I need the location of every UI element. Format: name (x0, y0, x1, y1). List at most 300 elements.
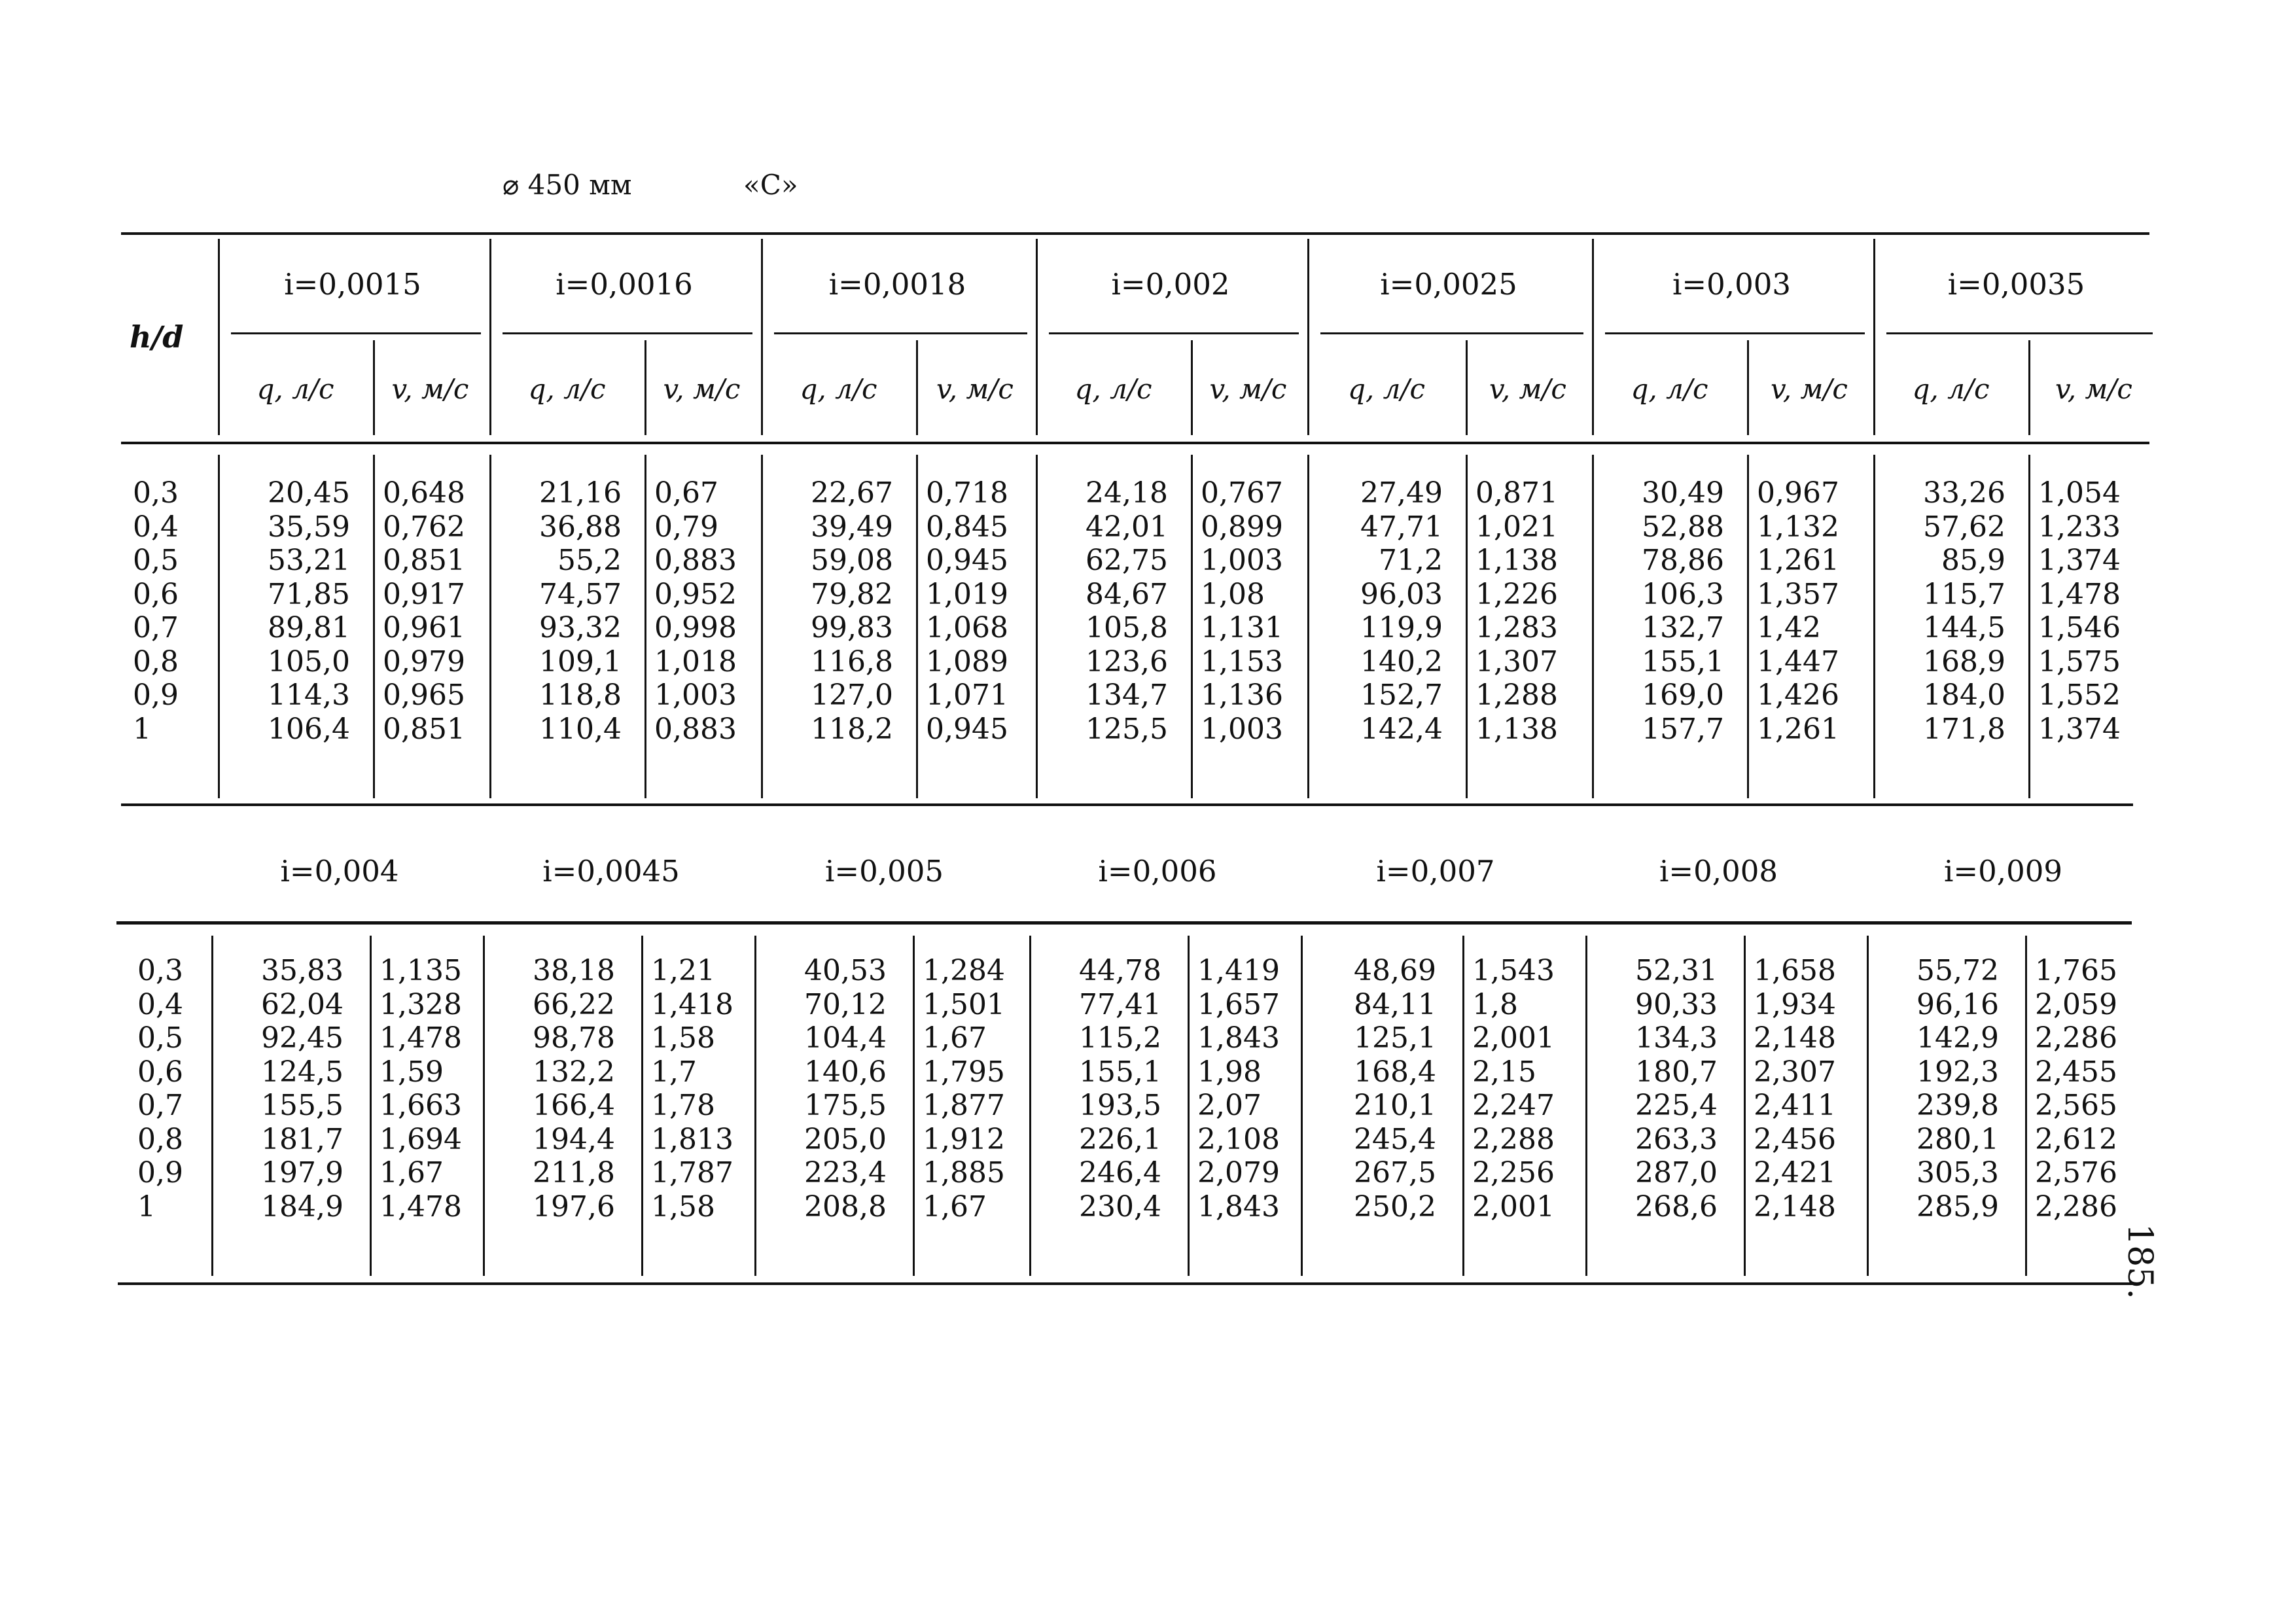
slope-header: i=0,009 (1944, 854, 2062, 889)
v-cell: 1,575 (2038, 644, 2121, 679)
hd-cell: 0,9 (133, 679, 179, 712)
q-subheader: q, л/с (800, 373, 877, 405)
q-cell: 40,53 (804, 954, 887, 987)
q-cell: 33,26 (1923, 476, 2005, 510)
v-cell: 1,8 (1472, 987, 1518, 1021)
q-cell: 132,7 (1642, 611, 1724, 644)
v-cell: 1,426 (1757, 679, 1839, 712)
hd-cell: 0,4 (133, 510, 179, 544)
v-cell: 1,885 (923, 1156, 1005, 1190)
q-cell: 109,1 (539, 644, 622, 679)
q-cell: 230,4 (1079, 1190, 1161, 1224)
q-cell: 48,69 (1354, 954, 1436, 987)
q-cell: 192,3 (1916, 1055, 1999, 1089)
q-cell: 84,67 (1086, 577, 1168, 611)
q-cell: 142,9 (1916, 1021, 1999, 1055)
v-cell: 1,003 (1201, 544, 1283, 577)
top-header-rule (121, 442, 2149, 444)
column-divider (1747, 340, 1749, 435)
q-cell: 268,6 (1635, 1190, 1718, 1224)
v-cell: 1,018 (654, 644, 737, 679)
hd-cell: 0,7 (133, 611, 179, 644)
column-divider (645, 455, 646, 798)
column-divider (761, 239, 763, 435)
v-cell: 2,565 (2035, 1089, 2117, 1122)
v-cell: 1,068 (926, 611, 1008, 644)
q-cell: 155,1 (1079, 1055, 1161, 1089)
q-cell: 52,31 (1635, 954, 1718, 987)
q-cell: 24,18 (1086, 476, 1168, 510)
column-divider (1744, 936, 1746, 1276)
v-cell: 2,286 (2035, 1021, 2117, 1055)
q-cell: 152,7 (1360, 679, 1443, 712)
q-cell: 96,16 (1916, 987, 1999, 1021)
hd-cell: 1 (137, 1190, 156, 1224)
q-cell: 119,9 (1360, 611, 1443, 644)
v-cell: 1,003 (1201, 712, 1283, 746)
v-cell: 1,261 (1757, 712, 1839, 746)
v-cell: 0,851 (383, 712, 465, 746)
column-divider (641, 936, 643, 1276)
q-cell: 71,2 (1379, 544, 1443, 577)
v-cell: 1,478 (380, 1190, 462, 1224)
v-cell: 0,845 (926, 510, 1008, 544)
v-cell: 1,694 (380, 1122, 462, 1156)
slope-header: i=0,0045 (542, 854, 680, 889)
q-cell: 155,5 (261, 1089, 344, 1122)
v-cell: 0,979 (383, 644, 465, 679)
q-cell: 105,8 (1086, 611, 1168, 644)
q-cell: 66,22 (533, 987, 615, 1021)
q-cell: 106,4 (268, 712, 350, 746)
q-cell: 21,16 (539, 476, 622, 510)
q-cell: 263,3 (1635, 1122, 1718, 1156)
v-cell: 1,288 (1475, 679, 1558, 712)
hd-cell: 0,5 (137, 1021, 183, 1055)
slope-header: i=0,0035 (1947, 267, 2085, 302)
hd-cell: 0,7 (137, 1089, 183, 1122)
q-cell: 168,9 (1923, 644, 2005, 679)
column-divider (1191, 455, 1193, 798)
q-cell: 208,8 (804, 1190, 887, 1224)
v-cell: 0,945 (926, 544, 1008, 577)
v-cell: 1,58 (651, 1190, 715, 1224)
q-cell: 140,2 (1360, 644, 1443, 679)
v-cell: 0,961 (383, 611, 465, 644)
q-cell: 118,2 (811, 712, 893, 746)
q-cell: 245,4 (1354, 1122, 1436, 1156)
column-divider (1466, 340, 1468, 435)
v-cell: 1,787 (651, 1156, 733, 1190)
v-cell: 1,233 (2038, 510, 2121, 544)
v-cell: 2,148 (1754, 1021, 1836, 1055)
v-cell: 1,131 (1201, 611, 1283, 644)
v-cell: 1,501 (923, 987, 1005, 1021)
q-cell: 35,83 (261, 954, 344, 987)
q-cell: 175,5 (804, 1089, 887, 1122)
q-subheader: q, л/с (528, 373, 606, 405)
column-divider (373, 340, 375, 435)
q-cell: 59,08 (811, 544, 893, 577)
column-divider (913, 936, 915, 1276)
v-cell: 0,79 (654, 510, 718, 544)
column-divider (211, 936, 213, 1276)
column-divider (483, 936, 485, 1276)
q-cell: 116,8 (811, 644, 893, 679)
v-cell: 1,795 (923, 1055, 1005, 1089)
q-cell: 223,4 (804, 1156, 887, 1190)
v-cell: 2,612 (2035, 1122, 2117, 1156)
column-divider (489, 455, 491, 798)
v-cell: 1,843 (1197, 1190, 1280, 1224)
v-cell: 1,42 (1757, 611, 1821, 644)
v-cell: 2,411 (1754, 1089, 1836, 1122)
v-cell: 2,148 (1754, 1190, 1836, 1224)
v-cell: 0,883 (654, 712, 737, 746)
q-cell: 106,3 (1642, 577, 1724, 611)
q-cell: 20,45 (268, 476, 350, 510)
v-cell: 2,288 (1472, 1122, 1555, 1156)
v-cell: 1,912 (923, 1122, 1005, 1156)
v-cell: 2,15 (1472, 1055, 1536, 1089)
q-cell: 134,7 (1086, 679, 1168, 712)
v-cell: 2,421 (1754, 1156, 1836, 1190)
v-cell: 1,374 (2038, 544, 2121, 577)
hd-header: h/d (130, 319, 184, 355)
v-cell: 1,136 (1201, 679, 1283, 712)
column-divider (1585, 936, 1587, 1276)
column-divider (761, 455, 763, 798)
v-cell: 1,019 (926, 577, 1008, 611)
v-cell: 1,543 (1472, 954, 1555, 987)
v-cell: 0,899 (1201, 510, 1283, 544)
v-cell: 1,261 (1757, 544, 1839, 577)
v-cell: 1,843 (1197, 1021, 1280, 1055)
v-cell: 1,418 (651, 987, 733, 1021)
q-cell: 74,57 (539, 577, 622, 611)
v-cell: 1,67 (923, 1190, 987, 1224)
slope-underline (503, 332, 752, 334)
q-cell: 84,11 (1354, 987, 1436, 1021)
q-cell: 140,6 (804, 1055, 887, 1089)
hd-cell: 0,3 (137, 954, 183, 987)
v-cell: 1,765 (2035, 954, 2117, 987)
slope-header: i=0,005 (825, 854, 944, 889)
series-label: «C» (743, 169, 798, 201)
q-cell: 124,5 (261, 1055, 344, 1089)
q-cell: 90,33 (1635, 987, 1718, 1021)
q-cell: 27,49 (1360, 476, 1443, 510)
column-divider (1867, 936, 1869, 1276)
column-divider (1188, 936, 1190, 1276)
v-cell: 1,089 (926, 644, 1008, 679)
v-cell: 1,226 (1475, 577, 1558, 611)
slope-header: i=0,007 (1376, 854, 1495, 889)
v-cell: 0,871 (1475, 476, 1558, 510)
q-cell: 38,18 (533, 954, 615, 987)
slope-underline (1320, 332, 1583, 334)
v-cell: 1,478 (2038, 577, 2121, 611)
q-cell: 114,3 (268, 679, 350, 712)
column-divider (1029, 936, 1031, 1276)
v-cell: 1,021 (1475, 510, 1558, 544)
v-cell: 1,58 (651, 1021, 715, 1055)
q-cell: 52,88 (1642, 510, 1724, 544)
v-cell: 1,21 (651, 954, 715, 987)
v-cell: 1,138 (1475, 712, 1558, 746)
q-cell: 57,62 (1923, 510, 2005, 544)
q-cell: 98,78 (533, 1021, 615, 1055)
q-cell: 79,82 (811, 577, 893, 611)
v-cell: 0,851 (383, 544, 465, 577)
v-cell: 1,003 (654, 679, 737, 712)
v-cell: 0,917 (383, 577, 465, 611)
q-cell: 42,01 (1086, 510, 1168, 544)
v-cell: 1,447 (1757, 644, 1839, 679)
q-cell: 55,2 (557, 544, 622, 577)
q-cell: 280,1 (1916, 1122, 1999, 1156)
v-cell: 2,576 (2035, 1156, 2117, 1190)
q-cell: 168,4 (1354, 1055, 1436, 1089)
q-cell: 62,75 (1086, 544, 1168, 577)
slope-header: i=0,006 (1098, 854, 1217, 889)
q-subheader: q, л/с (1074, 373, 1152, 405)
q-cell: 144,5 (1923, 611, 2005, 644)
v-cell: 2,455 (2035, 1055, 2117, 1089)
column-divider (218, 239, 220, 435)
q-cell: 125,1 (1354, 1021, 1436, 1055)
q-cell: 89,81 (268, 611, 350, 644)
q-cell: 22,67 (811, 476, 893, 510)
q-cell: 205,0 (804, 1122, 887, 1156)
v-cell: 1,328 (380, 987, 462, 1021)
q-cell: 115,2 (1079, 1021, 1161, 1055)
v-cell: 1,934 (1754, 987, 1836, 1021)
q-cell: 55,72 (1916, 954, 1999, 987)
v-cell: 1,98 (1197, 1055, 1262, 1089)
v-cell: 0,648 (383, 476, 465, 510)
v-cell: 2,456 (1754, 1122, 1836, 1156)
v-cell: 2,256 (1472, 1156, 1555, 1190)
slope-header: i=0,004 (280, 854, 399, 889)
hd-cell: 0,4 (137, 987, 183, 1021)
q-cell: 36,88 (539, 510, 622, 544)
column-divider (1873, 455, 1875, 798)
v-subheader: v, м/с (391, 373, 469, 405)
v-cell: 0,883 (654, 544, 737, 577)
v-subheader: v, м/с (1771, 373, 1848, 405)
v-cell: 2,059 (2035, 987, 2117, 1021)
column-divider (1462, 936, 1464, 1276)
q-subheader: q, л/с (256, 373, 334, 405)
v-cell: 1,67 (380, 1156, 444, 1190)
slope-header: i=0,0016 (556, 267, 693, 302)
q-cell: 305,3 (1916, 1156, 1999, 1190)
v-cell: 1,283 (1475, 611, 1558, 644)
v-cell: 0,952 (654, 577, 737, 611)
hd-cell: 0,8 (137, 1122, 183, 1156)
slope-header: i=0,008 (1659, 854, 1778, 889)
v-cell: 0,67 (654, 476, 718, 510)
q-cell: 250,2 (1354, 1190, 1436, 1224)
v-cell: 1,552 (2038, 679, 2121, 712)
column-divider (916, 455, 918, 798)
bottom-header-rule (116, 921, 2132, 925)
q-cell: 123,6 (1086, 644, 1168, 679)
q-cell: 193,5 (1079, 1089, 1161, 1122)
column-divider (1592, 455, 1594, 798)
v-cell: 1,374 (2038, 712, 2121, 746)
v-cell: 1,658 (1754, 954, 1836, 987)
v-cell: 0,767 (1201, 476, 1283, 510)
v-cell: 1,307 (1475, 644, 1558, 679)
q-cell: 77,41 (1079, 987, 1161, 1021)
slope-underline (1886, 332, 2153, 334)
q-cell: 70,12 (804, 987, 887, 1021)
q-cell: 287,0 (1635, 1156, 1718, 1190)
q-cell: 44,78 (1079, 954, 1161, 987)
q-cell: 239,8 (1916, 1089, 1999, 1122)
v-cell: 2,286 (2035, 1190, 2117, 1224)
q-cell: 105,0 (268, 644, 350, 679)
q-cell: 96,03 (1360, 577, 1443, 611)
column-divider (218, 455, 220, 798)
slope-header: i=0,002 (1111, 267, 1230, 302)
hd-cell: 0,6 (133, 577, 179, 611)
q-cell: 47,71 (1360, 510, 1443, 544)
q-cell: 30,49 (1642, 476, 1724, 510)
q-cell: 180,7 (1635, 1055, 1718, 1089)
q-cell: 39,49 (811, 510, 893, 544)
column-divider (754, 936, 756, 1276)
hd-cell: 0,9 (137, 1156, 183, 1190)
q-cell: 104,4 (804, 1021, 887, 1055)
v-cell: 1,08 (1201, 577, 1265, 611)
v-cell: 1,132 (1757, 510, 1839, 544)
q-cell: 285,9 (1916, 1190, 1999, 1224)
column-divider (1307, 239, 1309, 435)
q-cell: 99,83 (811, 611, 893, 644)
q-cell: 184,9 (261, 1190, 344, 1224)
v-subheader: v, м/с (936, 373, 1014, 405)
q-cell: 62,04 (261, 987, 344, 1021)
column-divider (1036, 239, 1038, 435)
column-divider (1873, 239, 1875, 435)
hd-cell: 0,6 (137, 1055, 183, 1089)
q-cell: 78,86 (1642, 544, 1724, 577)
v-cell: 1,071 (926, 679, 1008, 712)
q-cell: 125,5 (1086, 712, 1168, 746)
slope-underline (774, 332, 1027, 334)
q-cell: 211,8 (533, 1156, 615, 1190)
slope-header: i=0,003 (1672, 267, 1791, 302)
v-subheader: v, м/с (2055, 373, 2132, 405)
slope-header: i=0,0018 (828, 267, 966, 302)
column-divider (1191, 340, 1193, 435)
q-subheader: q, л/с (1912, 373, 1990, 405)
q-cell: 210,1 (1354, 1089, 1436, 1122)
column-divider (1301, 936, 1303, 1276)
q-cell: 134,3 (1635, 1021, 1718, 1055)
v-cell: 0,762 (383, 510, 465, 544)
v-cell: 1,284 (923, 954, 1005, 987)
v-cell: 2,07 (1197, 1089, 1262, 1122)
v-cell: 0,967 (1757, 476, 1839, 510)
top-bottom-rule (121, 803, 2133, 806)
slope-header: i=0,0015 (284, 267, 421, 302)
v-cell: 1,546 (2038, 611, 2121, 644)
column-divider (1307, 455, 1309, 798)
q-cell: 246,4 (1079, 1156, 1161, 1190)
q-cell: 157,7 (1642, 712, 1724, 746)
v-cell: 1,663 (380, 1089, 462, 1122)
v-cell: 1,7 (651, 1055, 697, 1089)
column-divider (645, 340, 646, 435)
q-cell: 115,7 (1923, 577, 2005, 611)
q-cell: 92,45 (261, 1021, 344, 1055)
v-subheader: v, м/с (1209, 373, 1287, 405)
q-cell: 197,6 (533, 1190, 615, 1224)
column-divider (1592, 239, 1594, 435)
v-cell: 1,419 (1197, 954, 1280, 987)
slope-underline (1605, 332, 1865, 334)
hd-cell: 0,3 (133, 476, 179, 510)
column-divider (1036, 455, 1038, 798)
q-cell: 118,8 (539, 679, 622, 712)
column-divider (2028, 455, 2030, 798)
v-cell: 0,718 (926, 476, 1008, 510)
v-cell: 2,307 (1754, 1055, 1836, 1089)
v-cell: 1,138 (1475, 544, 1558, 577)
q-cell: 53,21 (268, 544, 350, 577)
page-number: 185. (2120, 1224, 2159, 1299)
q-cell: 181,7 (261, 1122, 344, 1156)
column-divider (1466, 455, 1468, 798)
q-cell: 267,5 (1354, 1156, 1436, 1190)
diameter-label: ⌀ 450 мм (503, 169, 632, 201)
column-divider (2025, 936, 2027, 1276)
bottom-rule (118, 1282, 2133, 1285)
column-divider (2028, 340, 2030, 435)
v-cell: 0,998 (654, 611, 737, 644)
v-cell: 1,153 (1201, 644, 1283, 679)
v-cell: 1,054 (2038, 476, 2121, 510)
v-cell: 2,108 (1197, 1122, 1280, 1156)
v-cell: 2,001 (1472, 1021, 1555, 1055)
v-cell: 1,67 (923, 1021, 987, 1055)
column-divider (916, 340, 918, 435)
v-cell: 1,478 (380, 1021, 462, 1055)
v-cell: 0,965 (383, 679, 465, 712)
q-cell: 85,9 (1941, 544, 2005, 577)
v-cell: 1,135 (380, 954, 462, 987)
q-cell: 142,4 (1360, 712, 1443, 746)
q-cell: 194,4 (533, 1122, 615, 1156)
q-cell: 127,0 (811, 679, 893, 712)
hd-cell: 1 (133, 712, 151, 746)
v-cell: 1,877 (923, 1089, 1005, 1122)
v-cell: 0,945 (926, 712, 1008, 746)
slope-underline (1049, 332, 1299, 334)
q-cell: 225,4 (1635, 1089, 1718, 1122)
column-divider (370, 936, 372, 1276)
q-cell: 197,9 (261, 1156, 344, 1190)
v-cell: 1,813 (651, 1122, 733, 1156)
column-divider (1747, 455, 1749, 798)
top-rule (121, 232, 2149, 235)
v-cell: 1,357 (1757, 577, 1839, 611)
q-cell: 166,4 (533, 1089, 615, 1122)
